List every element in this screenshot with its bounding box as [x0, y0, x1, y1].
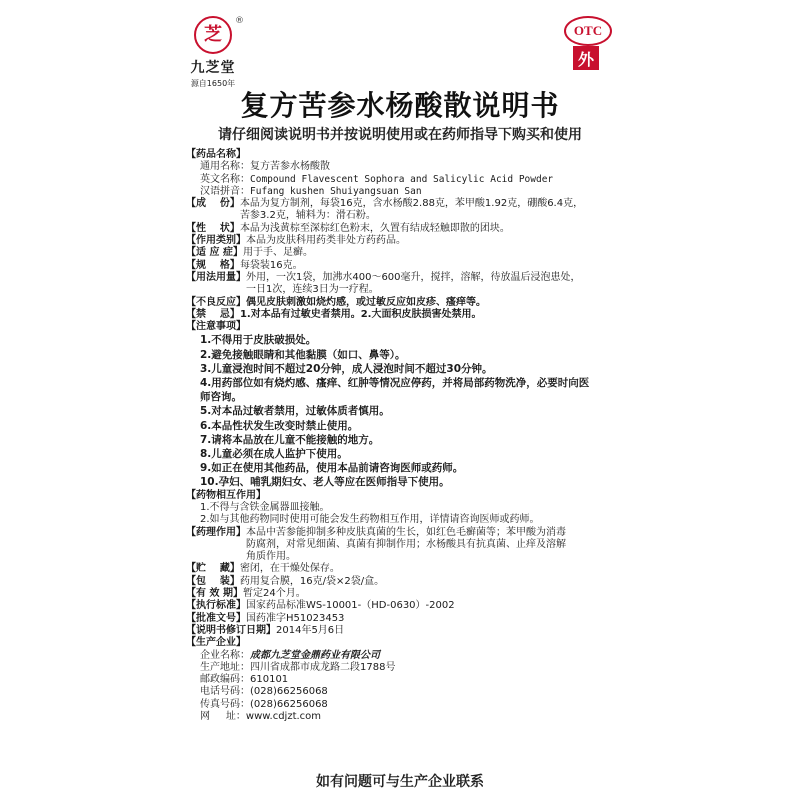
company-fax: (028)66256068 [250, 698, 328, 710]
list-item: 8.儿童必须在成人监护下使用。 [200, 448, 348, 461]
list-item: 6.本品性状发生改变时禁止使用。 [200, 419, 359, 432]
registered-mark: ® [235, 16, 244, 26]
section-adverse: 【不良反应】 偶见皮肤刺激如烧灼感，或过敏反应如皮疹、瘙痒等。 [186, 296, 486, 308]
section-composition: 【成 份】 本品为复方制剂，每袋16克，含水杨酸2.88克，苯甲酸1.92克，硼酸6.4克， 苦参3.2克，辅料为：滑石粉。 [186, 198, 584, 222]
section-spec: 【规 格】 每袋装16克。 [186, 259, 303, 271]
section-indication: 【适 应 症】 用于手、足癣。 [186, 247, 313, 259]
section-approval: 【批准文号】 国药准字H51023453 [186, 612, 345, 624]
section-usage: 【用法用量】 外用，一次1袋，加沸水400～600毫升，搅拌，溶解，待放温后浸泡患处， 一日1次，连续3日为一疗程。 [186, 271, 581, 296]
interactions-list [186, 502, 618, 527]
section-validity: 【有 效 期】 暂定24个月。 [186, 588, 306, 600]
company-postcode: 610101 [250, 674, 289, 686]
company-phone: (028)66256068 [250, 686, 328, 698]
generic-name: 复方苦参水杨酸散 [250, 161, 330, 173]
list-item: 3.儿童浸泡时间不超过20分钟，成人浸泡时间不超过30分钟。 [200, 362, 493, 375]
list-item: 师咨询。 [200, 391, 242, 404]
brand-since: 源自1650年 [190, 79, 236, 88]
precautions-list [186, 333, 618, 489]
list-item: 2.如与其他药物同时使用可能会发生药物相互作用，详情请咨询医师或药师。 [200, 514, 540, 526]
list-item: 7.请将本品放在儿童不能接触的地方。 [200, 433, 380, 446]
section-category: 【作用类别】 本品为皮肤科用药类非处方药药品。 [186, 235, 406, 247]
section-contraindication: 【禁 忌】 1.对本品有过敏史者禁用。2.大面积皮肤损害处禁用。 [186, 308, 482, 320]
english-name: Compound Flavescent Sophora and Salicylic Acid Powder [250, 173, 554, 185]
section-manufacturer: 【生产企业】 [186, 637, 246, 649]
brand-logo [180, 16, 246, 90]
section-revision: 【说明书修订日期】 2014年5月6日 [186, 624, 345, 636]
company-website: www.cdjzt.com [245, 711, 322, 723]
section-storage: 【贮 藏】 密闭，在干燥处保存。 [186, 563, 340, 575]
leaflet-body: 【药品名称】 通用名称： 复方苦参水杨酸散 英文名称： Compound Flavescent Sophora and Salicylic Acid Powder 汉语拼音： Fufang kushen Shuiyangsuan San 【成 份】 本品为复方制剂，每袋16克，含水杨酸2.88克，苯甲酸1.92克，硼酸6.4克， 苦参3.2克，辅料为：滑石粉。 【性 状】 本品为浅黄棕至深棕红色粉末，久置有结成轻触即散的团块。 【作用类别】 本品为皮肤科用药类非处方药药品。 【适 应 症】 用于手、足癣。 【规 格】 每袋装16克。 【用法用量】 外用，一次1袋，加沸水400～600毫升，搅拌，溶解，待放温后浸泡患处， 一日1次，连续3日为一疗程。 【不良反应】 偶见皮肤刺激如烧灼感，或过敏反应如皮疹、瘙痒等。 【禁 忌】 1.对本品有过敏史者禁用。2.大面积皮肤损害处禁用。 【注意事项】 1.不得用于皮肤破损处。 2.避免接触眼睛和其他黏膜（如口、鼻等）。 3.儿童浸泡时间不超过20分钟，成人浸泡时间不超过30分钟。 4.用药部位如有烧灼感、瘙痒、红肿等情况应停药，并将局部药物洗净，必要时向医 师咨询。 5.对本品过敏者禁用，过敏体质者慎用。 6.本品性状发生改变时禁止使用。 7.请将本品放在儿童不能接触的地方。 8.儿童必须在成人监护下使用。 9.如正在使用其他药品，使用本品前请咨询医师或药师。 10.孕妇、哺乳期妇女、老人等应在医师指导下使用。 【药物相互作用】 1.不得与含铁金属器皿接触。 2.如与其他药物同时使用可能会发生药物相互作用，详情请咨询医师或药师。 【药理作用】 本品中苦参能抑制多种皮肤真菌的生长，如红色毛癣菌等；苯甲酸为消毒 防腐剂，对常见细菌、真菌有抑制作用；水杨酸具有抗真菌、止痒及溶解 角质作用。 【贮 藏】 密闭，在干燥处保存。 【包 装】 药用复合膜，16克/袋×2袋/盒。 【有 效 期】 暂定24个月。 【执行标准】 国家药品标准WS-10001-（HD-0630）-2002 【批准文号】 国药准字H51023453 【说明书修订日期】 2014年5月6日 【生产企业】 企业名称： 成都九芝堂金鼎药业有限公司 生产地址： 四川省成都市成龙路二段1788号 邮政编码： 610101 电话号码： (028)66256068 传真号码： (028)66256068 网 址： www.cdjzt.com [186, 149, 618, 723]
logo-emblem-icon: 芝 [194, 16, 232, 54]
pinyin-name: Fufang kushen Shuiyangsuan San [250, 185, 422, 197]
footer-note: 如有问题可与生产企业联系 [316, 774, 484, 790]
list-item: 10.孕妇、哺乳期妇女、老人等应在医师指导下使用。 [200, 476, 450, 489]
list-item: 4.用药部位如有烧灼感、瘙痒、红肿等情况应停药，并将局部药物洗净，必要时向医 [200, 377, 590, 390]
list-item: 5.对本品过敏者禁用，过敏体质者慎用。 [200, 405, 390, 418]
section-pharmacology: 【药理作用】 本品中苦参能抑制多种皮肤真菌的生长，如红色毛癣菌等；苯甲酸为消毒 防腐剂，对常见细菌、真菌有抑制作用；水杨酸具有抗真菌、止痒及溶解 角质作用。 [186, 526, 566, 563]
section-precautions: 【注意事项】 [186, 321, 246, 333]
section-standard: 【执行标准】 国家药品标准WS-10001-（HD-0630）-2002 [186, 600, 455, 612]
list-item: 9.如正在使用其他药品，使用本品前请咨询医师或药师。 [200, 462, 464, 475]
section-drug-name: 【药品名称】 [186, 149, 246, 160]
section-interactions: 【药物相互作用】 [186, 489, 266, 501]
company-name: 成都九芝堂金鼎药业有限公司 [250, 649, 380, 661]
brand-name: 九芝堂 [190, 60, 236, 76]
list-item: 1.不得与含铁金属器皿接触。 [200, 501, 330, 513]
document-subtitle: 请仔细阅读说明书并按说明使用或在药师指导下购买和使用 [218, 127, 582, 143]
list-item: 1.不得用于皮肤破损处。 [200, 334, 317, 347]
company-address: 四川省成都市成龙路二段1788号 [250, 661, 396, 673]
section-appearance: 【性 状】 本品为浅黄棕至深棕红色粉末，久置有结成轻触即散的团块。 [186, 222, 510, 234]
list-item: 2.避免接触眼睛和其他黏膜（如口、鼻等）。 [200, 348, 406, 361]
document-title: 复方苦参水杨酸散说明书 [240, 89, 560, 122]
section-package: 【包 装】 药用复合膜，16克/袋×2袋/盒。 [186, 575, 385, 587]
external-use-badge: 外 [573, 46, 599, 70]
otc-badge: OTC [564, 16, 612, 46]
